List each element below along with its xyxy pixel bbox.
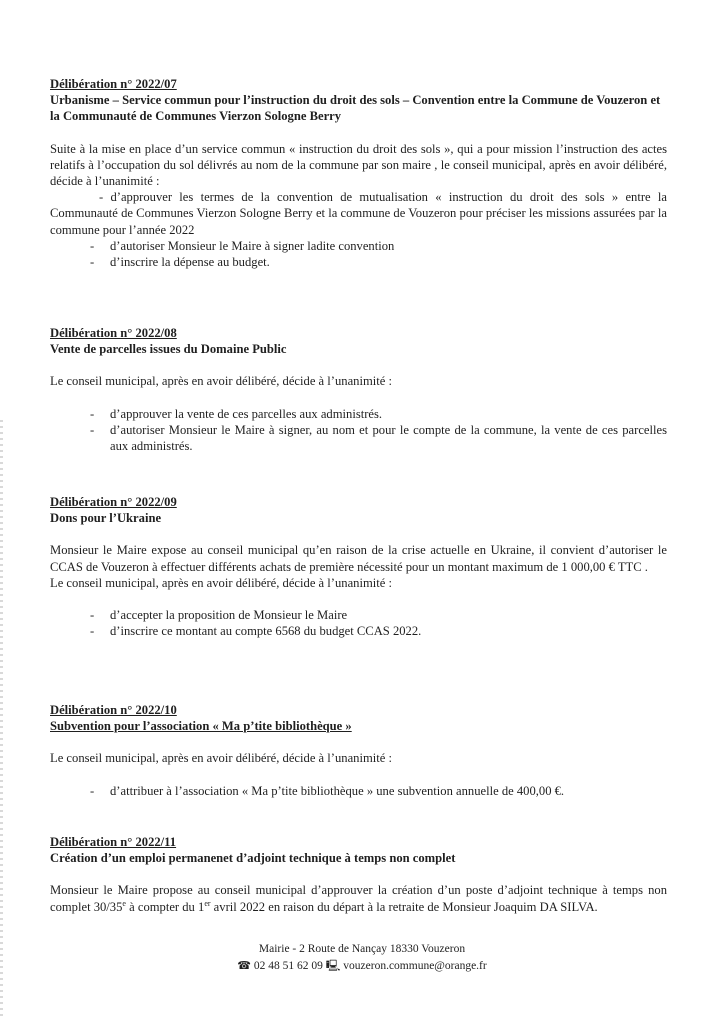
- deliberation-number: Délibération n° 2022/09: [50, 495, 177, 509]
- footer-phone: 02 48 51 62 09: [253, 960, 323, 972]
- deliberation-2022-11: [50, 834, 667, 915]
- deliberation-number: Délibération n° 2022/08: [50, 326, 177, 340]
- deliberation-number: Délibération n° 2022/11: [50, 835, 177, 849]
- deliberation-title: Subvention pour l’association « Ma p’tite bibliothèque »: [50, 719, 352, 734]
- deliberation-items: [50, 238, 667, 270]
- deliberation-intro: Suite à la mise en place d’un service commun « instruction du droit des sols », qui a pour mission l’instruction des actes relatifs à l’occupation du sol délivrés au nom de la commune par son maire , le conseil municipal, après en avoir délibéré, décide à l’unanimité :: [50, 141, 667, 189]
- deliberation-intro: [50, 882, 667, 914]
- intro-text: avril 2022 en raison du départ à la retraite de Monsieur Joaquim DA SILVA.: [210, 899, 598, 914]
- deliberation-number: Délibération n° 2022/07: [50, 77, 177, 91]
- deliberation-item: - d’inscrire la dépense au budget.: [50, 254, 667, 270]
- deliberation-intro: Le conseil municipal, après en avoir délibéré, décide à l’unanimité :: [50, 751, 392, 766]
- deliberation-title: Dons pour l’Ukraine: [50, 511, 162, 526]
- footer-contact: [0, 958, 724, 975]
- deliberation-item: - d’attribuer à l’association « Ma p’tite bibliothèque » une subvention annuelle de 400,00 €.: [50, 783, 667, 799]
- deliberation-items: [50, 607, 667, 639]
- phone-icon: ☎: [237, 960, 251, 972]
- deliberation-items: [50, 406, 667, 455]
- deliberation-item: - d’accepter la proposition de Monsieur le Maire: [50, 607, 667, 623]
- footer-email[interactable]: vouzeron.commune@orange.fr: [343, 960, 487, 972]
- deliberation-items: [50, 783, 667, 799]
- page-footer: [0, 941, 724, 975]
- deliberation-title: Création d’un emploi permanenet d’adjoint technique à temps non complet: [50, 851, 456, 866]
- deliberation-2022-10: [50, 702, 667, 799]
- scan-edge-artifact: [0, 420, 3, 1020]
- deliberation-title: Urbanisme – Service commun pour l’instruction du droit des sols – Convention entre la Commune de Vouzeron et la Communauté de Communes Vierzon Sologne Berry: [50, 93, 661, 124]
- deliberation-title: Vente de parcelles issues du Domaine Public: [50, 342, 287, 357]
- deliberation-intro: Le conseil municipal, après en avoir délibéré, décide à l’unanimité :: [50, 374, 392, 389]
- deliberation-2022-07: [50, 76, 667, 270]
- deliberation-item-indented: - d’approuver les termes de la convention de mutualisation « instruction du droit des sols » entre la Communauté de Communes Vierzon Sologne Berry et la commune de Vouzeron pour préciser les missions assurées par la commune pour l’année 2022: [50, 190, 667, 237]
- deliberation-item: - d’approuver la vente de ces parcelles aux administrés.: [50, 406, 667, 422]
- deliberation-item: - d’inscrire ce montant au compte 6568 du budget CCAS 2022.: [50, 623, 667, 639]
- deliberation-intro: Monsieur le Maire expose au conseil municipal qu’en raison de la crise actuelle en Ukraine, il convient d’autoriser le CCAS de Vouzeron à effectuer différents achats de première nécessité pour un montant maximum de 1 000,00 € TTC .: [50, 543, 667, 574]
- intro-text: à compter du 1: [125, 899, 205, 914]
- footer-address: Mairie - 2 Route de Nançay 18330 Vouzeron: [258, 943, 466, 955]
- deliberation-decision: Le conseil municipal, après en avoir délibéré, décide à l’unanimité :: [50, 575, 392, 590]
- superscript: er: [204, 898, 211, 908]
- deliberation-number: Délibération n° 2022/10: [50, 703, 177, 717]
- deliberation-2022-08: [50, 325, 667, 454]
- intro-text: Monsieur le Maire propose au conseil municipal d’approuver la création d’un poste d’adjoint technique à temps non complet 30/35: [50, 883, 667, 914]
- deliberation-item: - d’autoriser Monsieur le Maire à signer, au nom et pour le compte de la commune, la vente de ces parcelles aux administrés.: [50, 422, 667, 454]
- computer-icon: 🖳: [325, 960, 341, 972]
- deliberation-item: - d’autoriser Monsieur le Maire à signer ladite convention: [50, 238, 667, 254]
- superscript: e: [122, 898, 126, 908]
- deliberation-2022-09: [50, 494, 667, 639]
